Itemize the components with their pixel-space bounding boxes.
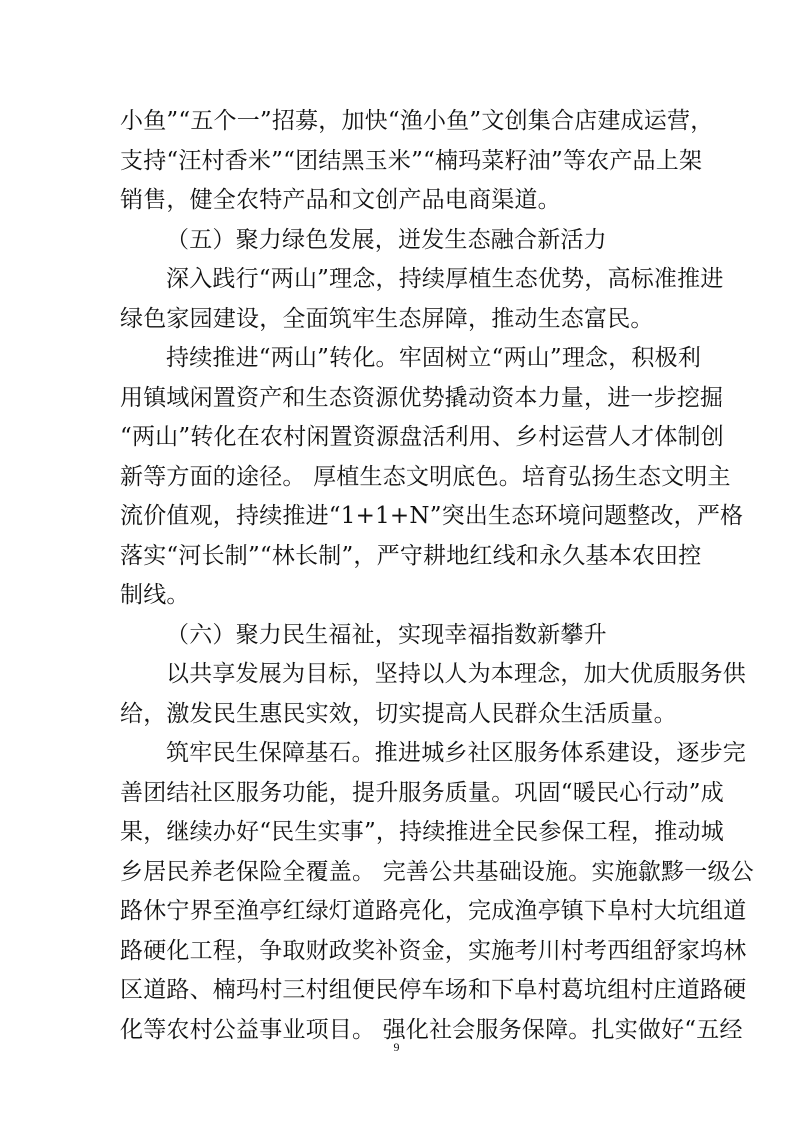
text-line: 制线。 [120, 582, 190, 608]
text-line: 落实“河长制”“林长制”，严守耕地红线和永久基本农田控 [120, 543, 702, 569]
text-line: 区道路、楠玛村三村组便民停车场和下阜村葛坑组村庄道路硬 [120, 977, 747, 1003]
text-line: 小鱼”“五个一”招募，加快“渔小鱼”文创集合店建成运营， [120, 108, 714, 134]
text-line: 支持“汪村香米”“团结黑玉米”“楠玛菜籽油”等农产品上架 [120, 148, 703, 174]
text-line: “两山”转化在农村闲置资源盘活利用、乡村运营人才体制创 [120, 424, 724, 450]
text-line: 绿色家园建设，全面筑牢生态屏障，推动生态富民。 [120, 306, 654, 332]
text-line: 乡居民养老保险全覆盖。 完善公共基础设施。实施歙黟一级公 [120, 859, 754, 885]
text-line: 销售，健全农特产品和文创产品电商渠道。 [120, 187, 561, 213]
text-line: 果，继续办好“民生实事”，持续推进全民参保工程，推动城 [120, 819, 724, 845]
text-line: 持续推进“两山”转化。牢固树立“两山”理念，积极利 [166, 345, 702, 371]
text-line: 以共享发展为目标，坚持以人为本理念，加大优质服务供 [166, 661, 746, 687]
text-line: 流价值观，持续推进“1+1+N”突出生态环境问题整改，严格 [120, 503, 744, 529]
text-line: 化等农村公益事业项目。 强化社会服务保障。扎实做好“五经 [120, 1017, 743, 1043]
text-line: 路硬化工程，争取财政奖补资金，实施考川村考西组舒家坞林 [120, 938, 747, 964]
text-line: 路休宁界至渔亭红绿灯道路亮化，完成渔亭镇下阜村大坑组道 [120, 898, 747, 924]
text-line: 新等方面的途径。 厚植生态文明底色。培育弘扬生态文明主 [120, 464, 731, 490]
text-line: 给，激发民生惠民实效，切实提高人民群众生活质量。 [120, 701, 677, 727]
section-heading: （六）聚力民生福祉，实现幸福指数新攀升 [166, 622, 607, 648]
text-line: 筑牢民生保障基石。推进城乡社区服务体系建设，逐步完 [166, 740, 746, 766]
text-line: 用镇域闲置资产和生态资源优势撬动资本力量，进一步挖掘 [120, 385, 724, 411]
text-line: 深入践行“两山”理念，持续厚植生态优势，高标准推进 [166, 266, 724, 292]
text-line: 善团结社区服务功能，提升服务质量。巩固“暖民心行动”成 [120, 780, 724, 806]
page-number: 9 [393, 1040, 400, 1054]
section-heading: （五）聚力绿色发展，迸发生态融合新活力 [166, 227, 607, 253]
